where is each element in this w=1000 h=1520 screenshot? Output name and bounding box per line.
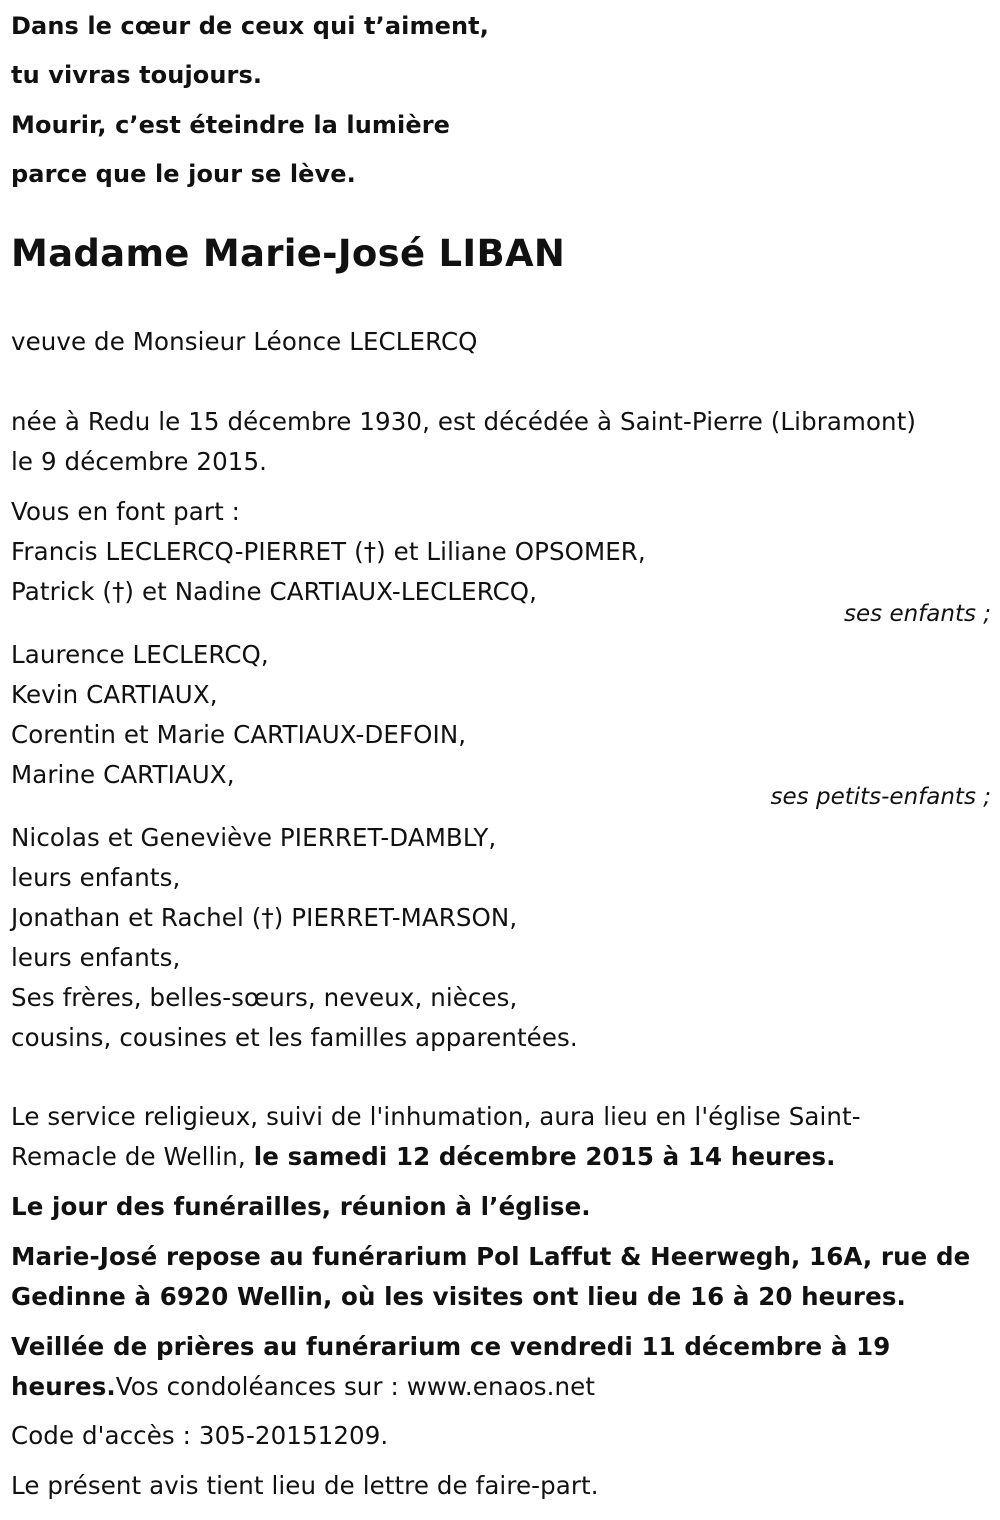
vigil-line-2 xyxy=(11,1372,595,1401)
vigil-line-1: Veillée de prières au funérarium ce vendredi 11 décembre à 19 xyxy=(11,1332,891,1361)
poem-line-4: parce que le jour se lève. xyxy=(11,160,356,188)
grandchild-line-2: Kevin CARTIAUX, xyxy=(11,680,218,709)
relative-line-5: Ses frères, belles-sœurs, neveux, nièces, xyxy=(11,983,518,1012)
announcement-intro: Vous en font part : xyxy=(11,497,241,526)
relative-line-4: leurs enfants, xyxy=(11,943,181,972)
rest-line-1: Marie-José repose au funérarium Pol Laffut & Heerwegh, 16A, rue de xyxy=(11,1242,971,1271)
birth-death-line-1: née à Redu le 15 décembre 1930, est décédée à Saint-Pierre (Libramont) xyxy=(11,407,917,436)
rest-line-2: Gedinne à 6920 Wellin, où les visites ont lieu de 16 à 20 heures. xyxy=(11,1282,906,1311)
service-date: le samedi 12 décembre 2015 à 14 heures. xyxy=(253,1142,836,1171)
service-place: Remacle de Wellin, xyxy=(11,1142,254,1171)
relative-line-3: Jonathan et Rachel (†) PIERRET-MARSON, xyxy=(11,903,518,932)
grandchild-line-3: Corentin et Marie CARTIAUX-DEFOIN, xyxy=(11,720,467,749)
children-role: ses enfants ; xyxy=(844,601,991,627)
poem-line-1: Dans le cœur de ceux qui t’aiment, xyxy=(11,12,489,40)
poem-line-2: tu vivras toujours. xyxy=(11,61,263,89)
relative-line-6: cousins, cousines et les familles apparentées. xyxy=(11,1023,578,1052)
relative-line-2: leurs enfants, xyxy=(11,863,181,892)
relative-line-1: Nicolas et Geneviève PIERRET-DAMBLY, xyxy=(11,823,497,852)
grandchildren-role: ses petits-enfants ; xyxy=(770,784,991,810)
closing-note: Le présent avis tient lieu de lettre de faire-part. xyxy=(11,1471,599,1500)
deceased-name: Madame Marie-José LIBAN xyxy=(11,232,566,275)
vigil-hours: heures. xyxy=(11,1372,116,1401)
funeral-meeting: Le jour des funérailles, réunion à l’église. xyxy=(11,1192,591,1221)
service-line-2 xyxy=(11,1142,836,1171)
service-line-1: Le service religieux, suivi de l'inhumation, aura lieu en l'église Saint- xyxy=(11,1102,861,1131)
birth-death-line-2: le 9 décembre 2015. xyxy=(11,447,268,476)
access-code: Code d'accès : 305-20151209. xyxy=(11,1421,389,1450)
grandchild-line-4: Marine CARTIAUX, xyxy=(11,760,235,789)
poem-line-3: Mourir, c’est éteindre la lumière xyxy=(11,111,451,139)
condolences-link[interactable]: Vos condoléances sur : www.enaos.net xyxy=(115,1372,596,1401)
spouse-line: veuve de Monsieur Léonce LECLERCQ xyxy=(11,327,478,356)
grandchild-line-1: Laurence LECLERCQ, xyxy=(11,640,269,669)
child-line-1: Francis LECLERCQ-PIERRET (†) et Liliane OPSOMER, xyxy=(11,537,646,566)
child-line-2: Patrick (†) et Nadine CARTIAUX-LECLERCQ, xyxy=(11,577,538,606)
